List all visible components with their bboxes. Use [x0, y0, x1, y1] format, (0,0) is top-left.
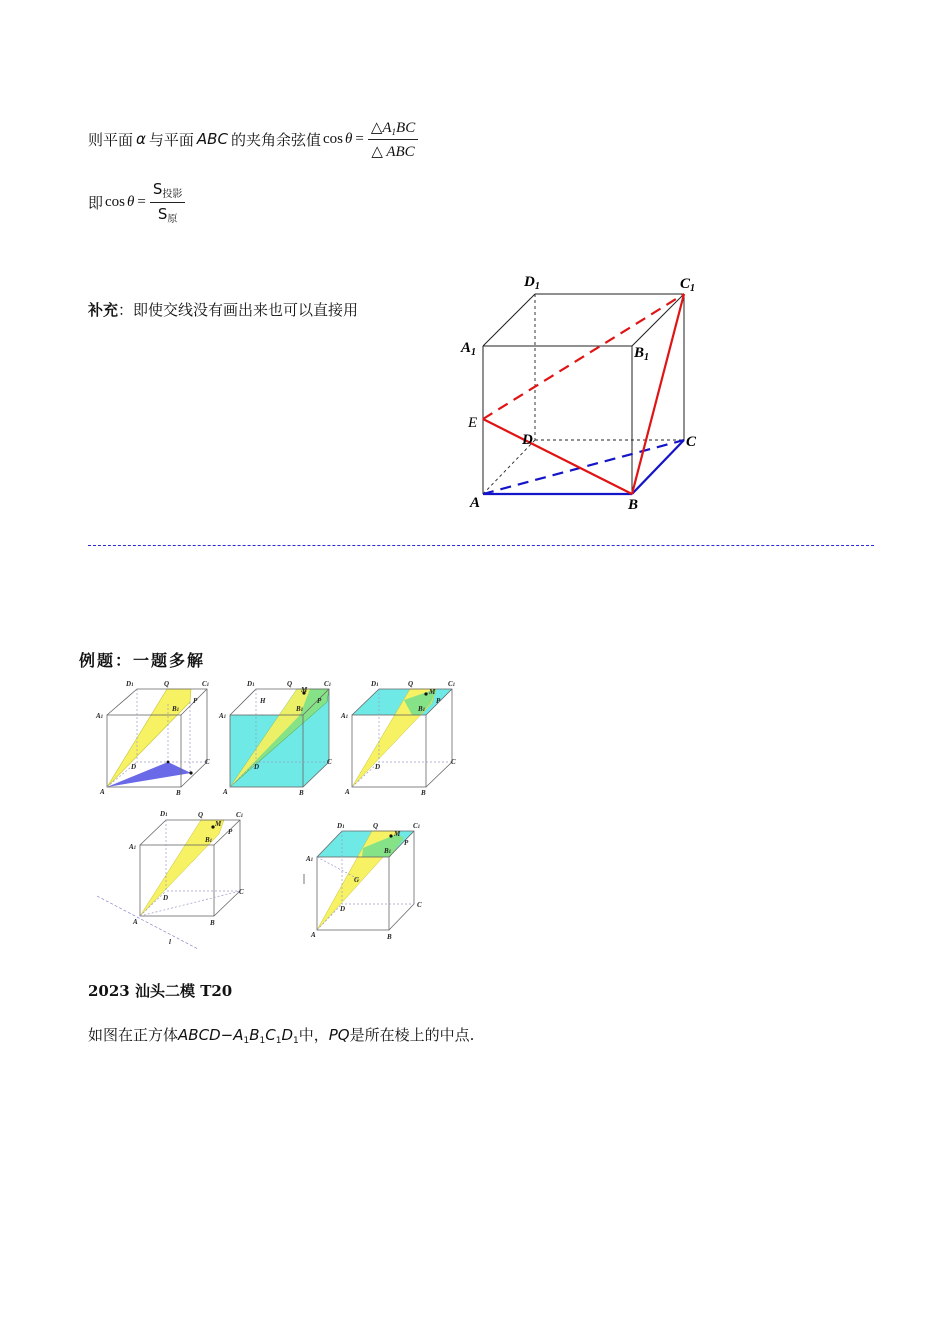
- svg-text:P: P: [436, 697, 441, 705]
- svg-text:Q: Q: [373, 822, 379, 830]
- svg-text:C1: C1: [413, 822, 421, 830]
- svg-text:M: M: [394, 830, 401, 838]
- svg-text:C: C: [451, 758, 456, 766]
- svg-text:D1: D1: [160, 810, 168, 818]
- svg-text:A1: A1: [129, 843, 137, 851]
- svg-text:A: A: [223, 788, 228, 796]
- svg-text:P: P: [317, 697, 322, 705]
- svg-text:C1: C1: [236, 811, 244, 819]
- label-a1: $A_1$: [461, 340, 477, 358]
- thumbnail-3: [340, 680, 456, 797]
- svg-text:Q: Q: [164, 680, 170, 688]
- formula-projection-line: [88, 178, 185, 226]
- svg-text:B: B: [210, 919, 215, 927]
- thumbnail-2: [218, 680, 332, 797]
- equals-sign: =: [355, 130, 364, 147]
- fraction-denominator: △ ABC: [371, 143, 415, 160]
- edge-ec1-red: [483, 294, 684, 419]
- question-post: 是所在棱上的中点.: [349, 1026, 475, 1044]
- label-b: B: [628, 497, 639, 513]
- edge-eb-red: [483, 419, 632, 494]
- formula2-prefix: 即: [88, 193, 104, 212]
- svg-text:A: A: [100, 788, 105, 796]
- svg-text:B1: B1: [418, 705, 426, 713]
- question-pre: 如图在正方体: [88, 1026, 179, 1044]
- theta-symbol-2: θ: [127, 193, 135, 210]
- label-a: A: [470, 495, 481, 511]
- area-fraction: [150, 180, 186, 225]
- diag-ac-blue: [483, 440, 684, 494]
- svg-text:B: B: [421, 789, 426, 797]
- svg-text:A: A: [133, 918, 138, 926]
- equals-sign-2: =: [137, 193, 146, 210]
- supplement-label: 补充: [88, 301, 119, 319]
- alpha-symbol: α: [136, 130, 146, 148]
- svg-text:D1: D1: [126, 680, 134, 688]
- svg-text:Q: Q: [198, 811, 204, 819]
- svg-text:C1: C1: [324, 680, 332, 688]
- label-d1: $D_1$: [524, 274, 540, 292]
- formula1-prefix: 则平面: [88, 130, 134, 149]
- label-b1: $B_1$: [634, 345, 650, 363]
- thumbnail-4: [97, 810, 244, 949]
- question-mid: 中，: [298, 1026, 329, 1044]
- svg-text:P: P: [228, 828, 233, 836]
- svg-text:D1: D1: [371, 680, 379, 688]
- formula1-suffix: 的夹角余弦值: [230, 130, 321, 149]
- svg-text:P: P: [404, 839, 409, 847]
- cube-diagram: [455, 265, 715, 520]
- segment-pq: PQ: [328, 1026, 350, 1044]
- svg-text:B: B: [387, 933, 392, 941]
- svg-text:B1: B1: [205, 836, 213, 844]
- label-c1: $C_1$: [680, 276, 696, 294]
- cube-name: $ABCD-A_1B_1C_1D_1$: [178, 1026, 299, 1046]
- svg-text:B1: B1: [172, 705, 180, 713]
- solution-thumbnails: [90, 676, 470, 956]
- svg-text:M: M: [429, 688, 436, 696]
- supplement-note: [88, 299, 358, 320]
- svg-text:Q: Q: [408, 680, 414, 688]
- svg-text:D: D: [131, 763, 137, 771]
- svg-text:B1: B1: [384, 847, 392, 855]
- edge-bc1-red: [632, 294, 684, 494]
- theta-symbol: θ: [344, 130, 353, 147]
- source-label: 2023 汕头二模 T20: [88, 982, 233, 1000]
- svg-text:A1: A1: [306, 855, 314, 863]
- label-c: C: [686, 434, 697, 450]
- example-title: 例题：一题多解: [79, 651, 206, 670]
- svg-text:Q: Q: [287, 680, 293, 688]
- svg-text:D1: D1: [247, 680, 255, 688]
- cos-label: cos: [322, 130, 343, 147]
- svg-text:B: B: [299, 789, 304, 797]
- svg-text:D: D: [375, 763, 381, 771]
- svg-text:A: A: [311, 931, 316, 939]
- svg-text:D: D: [254, 763, 260, 771]
- svg-text:D: D: [340, 905, 346, 913]
- svg-text:A1: A1: [219, 712, 227, 720]
- supplement-colon: ：: [118, 301, 134, 319]
- svg-text:l: l: [169, 938, 171, 946]
- question-text: [88, 1024, 474, 1046]
- svg-text:H: H: [260, 697, 266, 705]
- svg-text:C: C: [327, 758, 332, 766]
- thumbnail-5: [305, 822, 422, 941]
- thumbnail-1: [95, 680, 210, 797]
- cos-label-2: cos: [105, 193, 126, 210]
- svg-text:C: C: [205, 758, 210, 766]
- svg-text:P: P: [193, 697, 198, 705]
- svg-text:C1: C1: [448, 680, 456, 688]
- svg-text:G: G: [354, 876, 360, 884]
- svg-text:A: A: [345, 788, 350, 796]
- svg-text:C: C: [239, 888, 244, 896]
- formula1-mid: 与平面: [148, 130, 194, 149]
- cube-edges: [483, 294, 684, 494]
- label-e: E: [468, 415, 478, 431]
- supplement-text: 即使交线没有画出来也可以直接用: [133, 301, 359, 319]
- fraction-numerator: $\triangle A_1BC$: [368, 118, 418, 140]
- ratio-fraction: [368, 118, 418, 161]
- svg-text:D: D: [163, 894, 169, 902]
- label-d: D: [522, 432, 533, 448]
- svg-text:A1: A1: [341, 712, 349, 720]
- svg-text:B: B: [176, 789, 181, 797]
- svg-text:D1: D1: [337, 822, 345, 830]
- section-divider: [88, 545, 874, 546]
- svg-text:C: C: [417, 901, 422, 909]
- plane-abc: ABC: [196, 130, 228, 148]
- svg-text:B1: B1: [296, 705, 304, 713]
- area-numerator: $S_{投影}$: [150, 180, 186, 203]
- svg-text:A1: A1: [96, 712, 104, 720]
- svg-text:C1: C1: [202, 680, 210, 688]
- formula-cos-line: [88, 118, 418, 160]
- svg-text:M: M: [301, 686, 308, 694]
- svg-text:M: M: [215, 820, 222, 828]
- area-denominator: $S_原$: [157, 204, 178, 225]
